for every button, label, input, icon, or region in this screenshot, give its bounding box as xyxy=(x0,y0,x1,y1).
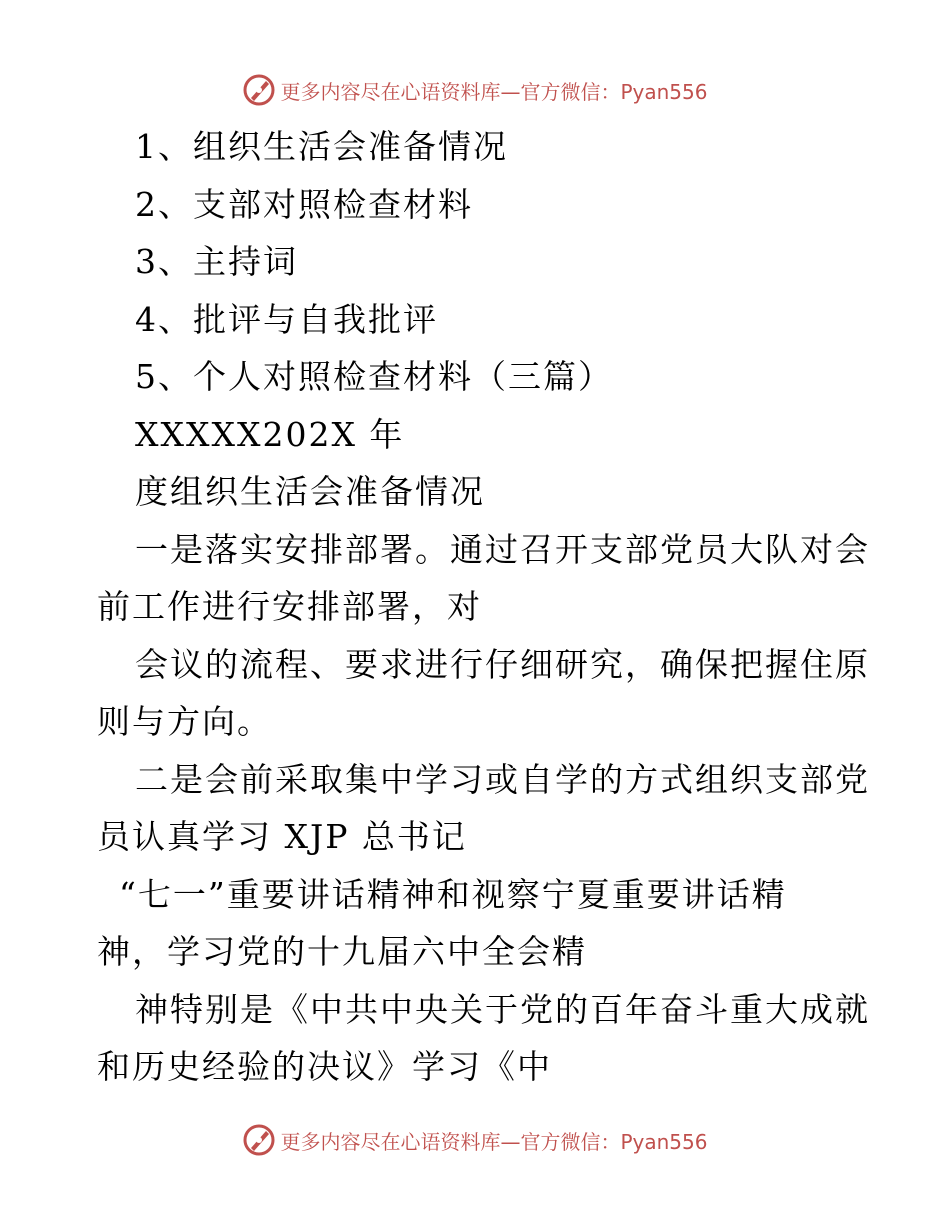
toc-item-4: 4、批评与自我批评 xyxy=(135,299,438,339)
pen-logo-icon xyxy=(242,1123,276,1157)
paragraph-line: 会议的流程、要求进行仔细研究，确保把握住原 xyxy=(135,644,870,684)
footer-watermark xyxy=(0,1120,950,1160)
pen-logo-icon xyxy=(242,73,276,107)
toc-item-5: 5、个人对照检查材料（三篇） xyxy=(135,357,613,396)
toc-item-1: 1、组织生活会准备情况 xyxy=(135,127,508,166)
section-title-line-2: 度组织生活会准备情况 xyxy=(135,472,485,511)
paragraph-line: 前工作进行安排部署，对 xyxy=(97,587,482,626)
paragraph-line: “七一”重要讲话精神和视察宁夏重要讲话精 xyxy=(119,874,787,914)
paragraph-line: 神特别是《中共中央关于党的百年奋斗重大成就 xyxy=(135,989,870,1029)
toc-item-2: 2、支部对照检查材料 xyxy=(135,184,473,224)
paragraph-line: 神，学习党的十九届六中全会精 xyxy=(97,932,587,971)
watermark-text: 更多内容尽在心语资料库—官方微信：Pyan556 xyxy=(280,79,708,104)
paragraph-line: 和历史经验的决议》学习《中 xyxy=(97,1047,552,1086)
header-watermark xyxy=(0,70,950,110)
paragraph-line: 一是落实安排部署。通过召开支部党员大队对会 xyxy=(135,529,870,569)
paragraph-line: 二是会前采取集中学习或自学的方式组织支部党 xyxy=(135,759,870,799)
watermark-text: 更多内容尽在心语资料库—官方微信：Pyan556 xyxy=(280,1129,708,1154)
section-title-line-1: XXXXX202X 年 xyxy=(135,414,405,454)
document-body xyxy=(97,118,870,1096)
paragraph-line: 员认真学习 XJP 总书记 xyxy=(97,817,467,856)
toc-item-3: 3、主持词 xyxy=(135,242,298,281)
paragraph-line: 则与方向。 xyxy=(97,702,272,741)
